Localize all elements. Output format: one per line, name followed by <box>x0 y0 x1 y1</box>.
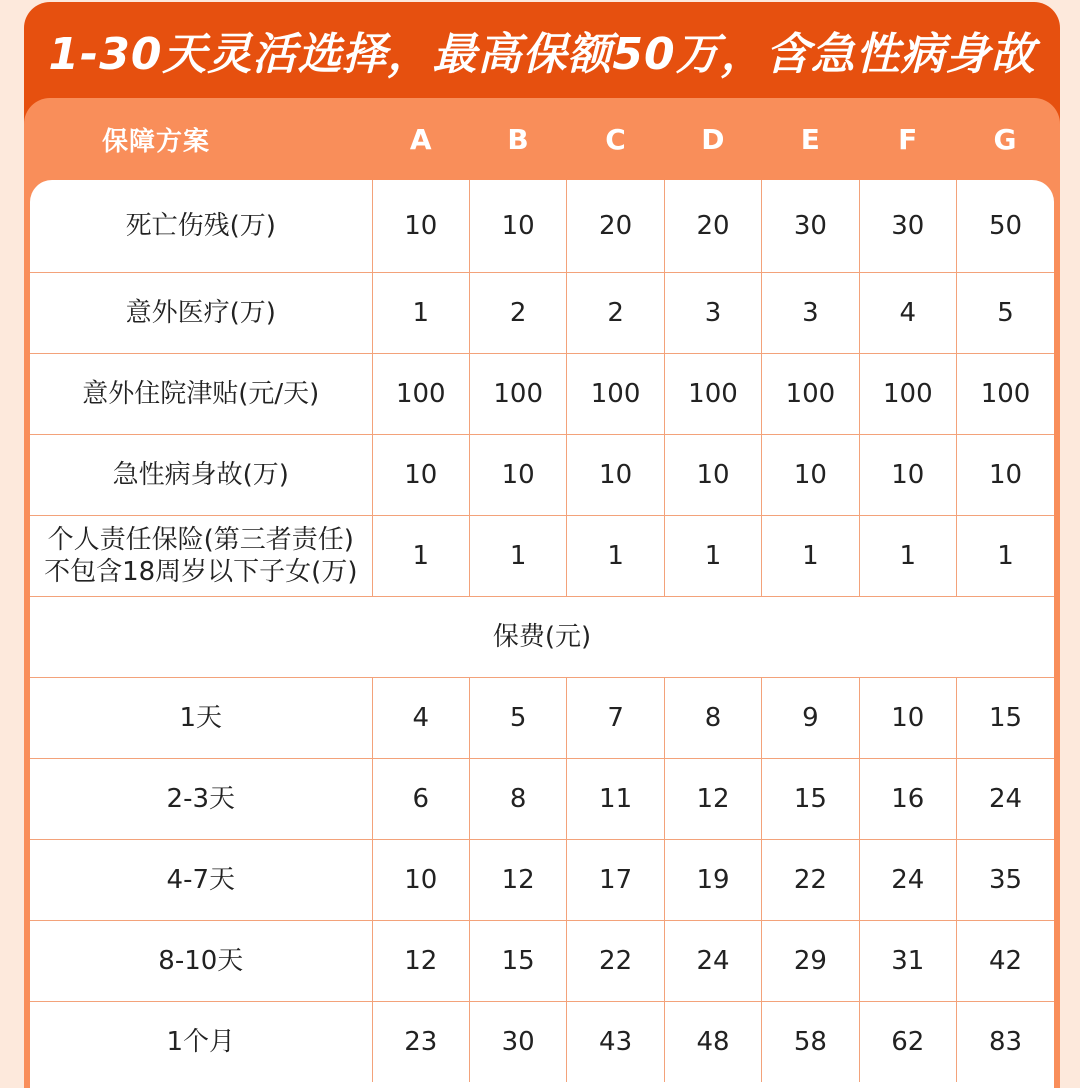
table-row-acute-illness-death <box>30 435 1054 516</box>
cell-value: 15 <box>469 921 566 1002</box>
cell-value: 30 <box>469 1002 566 1083</box>
cell-value: 30 <box>762 180 859 273</box>
table-row-premium-1-day <box>30 678 1054 759</box>
cell-value: 1 <box>567 516 664 597</box>
cell-value: 62 <box>859 1002 956 1083</box>
plan-table-panel <box>24 98 1060 1088</box>
cell-value: 12 <box>372 921 469 1002</box>
cell-value: 24 <box>664 921 761 1002</box>
cell-value: 20 <box>567 180 664 273</box>
row-label: 4-7天 <box>30 840 372 921</box>
table-row-premium-2-3-days <box>30 759 1054 840</box>
cell-value: 6 <box>372 759 469 840</box>
table-row-personal-liability <box>30 516 1054 597</box>
cell-value: 50 <box>957 180 1054 273</box>
row-label: 意外住院津贴(元/天) <box>30 354 372 435</box>
cell-value: 100 <box>957 354 1054 435</box>
plan-header-e: E <box>800 122 820 156</box>
cell-value: 1 <box>859 516 956 597</box>
cell-value: 19 <box>664 840 761 921</box>
cell-value: 29 <box>762 921 859 1002</box>
plan-header-a: A <box>409 122 432 156</box>
cell-value: 8 <box>664 678 761 759</box>
cell-value: 11 <box>567 759 664 840</box>
row-label: 1个月 <box>30 1002 372 1083</box>
cell-value: 15 <box>762 759 859 840</box>
plan-grid <box>30 180 1054 1088</box>
cell-value: 10 <box>859 678 956 759</box>
row-label-line1: 个人责任保险(第三者责任) <box>47 524 354 555</box>
plan-table <box>30 180 1054 1082</box>
cell-value: 10 <box>567 435 664 516</box>
cell-value: 48 <box>664 1002 761 1083</box>
cell-value: 9 <box>762 678 859 759</box>
cell-value: 23 <box>372 1002 469 1083</box>
cell-value: 1 <box>372 516 469 597</box>
plan-card <box>24 2 1060 1088</box>
cell-value: 10 <box>372 840 469 921</box>
table-header-row <box>30 98 1054 180</box>
cell-value: 3 <box>762 273 859 354</box>
cell-value: 5 <box>469 678 566 759</box>
cell-value: 4 <box>372 678 469 759</box>
table-row-accident-medical <box>30 273 1054 354</box>
table-row-premium-8-10-days <box>30 921 1054 1002</box>
row-label: 意外医疗(万) <box>30 273 372 354</box>
cell-value: 10 <box>664 435 761 516</box>
plan-header-b: B <box>507 122 529 156</box>
table-row-premium-1-month <box>30 1002 1054 1083</box>
table-row-hospital-allowance <box>30 354 1054 435</box>
cell-value: 15 <box>957 678 1054 759</box>
row-label: 急性病身故(万) <box>30 435 372 516</box>
cell-value: 10 <box>372 180 469 273</box>
cell-value: 12 <box>664 759 761 840</box>
table-row-death-disability <box>30 180 1054 273</box>
row-label: 1天 <box>30 678 372 759</box>
cell-value: 1 <box>469 516 566 597</box>
cell-value: 8 <box>469 759 566 840</box>
cell-value: 12 <box>469 840 566 921</box>
cell-value: 24 <box>957 759 1054 840</box>
cell-value: 2 <box>469 273 566 354</box>
plan-header-f: F <box>898 122 918 156</box>
row-label-line2: 不包含18周岁以下子女(万) <box>44 557 358 587</box>
cell-value: 58 <box>762 1002 859 1083</box>
cell-value: 42 <box>957 921 1054 1002</box>
cell-value: 100 <box>859 354 956 435</box>
cell-value: 1 <box>957 516 1054 597</box>
cell-value: 1 <box>762 516 859 597</box>
cell-value: 1 <box>664 516 761 597</box>
cell-value: 35 <box>957 840 1054 921</box>
cell-value: 100 <box>469 354 566 435</box>
row-label <box>30 516 372 597</box>
cell-value: 7 <box>567 678 664 759</box>
cell-value: 2 <box>567 273 664 354</box>
headline: 1-30天灵活选择，最高保额50万，含急性病身故 <box>48 29 1036 80</box>
cell-value: 24 <box>859 840 956 921</box>
cell-value: 1 <box>372 273 469 354</box>
cell-value: 10 <box>957 435 1054 516</box>
cell-value: 43 <box>567 1002 664 1083</box>
table-row-premium-4-7-days <box>30 840 1054 921</box>
cell-value: 22 <box>567 921 664 1002</box>
cell-value: 10 <box>469 435 566 516</box>
row-label: 死亡伤残(万) <box>30 180 372 273</box>
cell-value: 10 <box>469 180 566 273</box>
cell-value: 22 <box>762 840 859 921</box>
cell-value: 10 <box>762 435 859 516</box>
premium-section-label: 保费(元) <box>30 597 1054 678</box>
cell-value: 31 <box>859 921 956 1002</box>
cell-value: 100 <box>567 354 664 435</box>
cell-value: 3 <box>664 273 761 354</box>
cell-value: 17 <box>567 840 664 921</box>
plan-column-title: 保障方案 <box>102 126 211 157</box>
cell-value: 100 <box>762 354 859 435</box>
cell-value: 4 <box>859 273 956 354</box>
cell-value: 83 <box>988 1026 1023 1057</box>
row-label: 2-3天 <box>30 759 372 840</box>
premium-section-row <box>30 597 1054 678</box>
plan-header-g: G <box>993 122 1017 156</box>
cell-value: 10 <box>372 435 469 516</box>
cell-value: 10 <box>859 435 956 516</box>
cell-value: 20 <box>664 180 761 273</box>
cell-value: 30 <box>859 180 956 273</box>
cell-value: 100 <box>664 354 761 435</box>
plan-header-d: D <box>701 122 725 156</box>
row-label: 8-10天 <box>30 921 372 1002</box>
cell-value: 100 <box>372 354 469 435</box>
cell-value: 5 <box>957 273 1054 354</box>
cell-value: 16 <box>859 759 956 840</box>
plan-header-c: C <box>605 122 626 156</box>
